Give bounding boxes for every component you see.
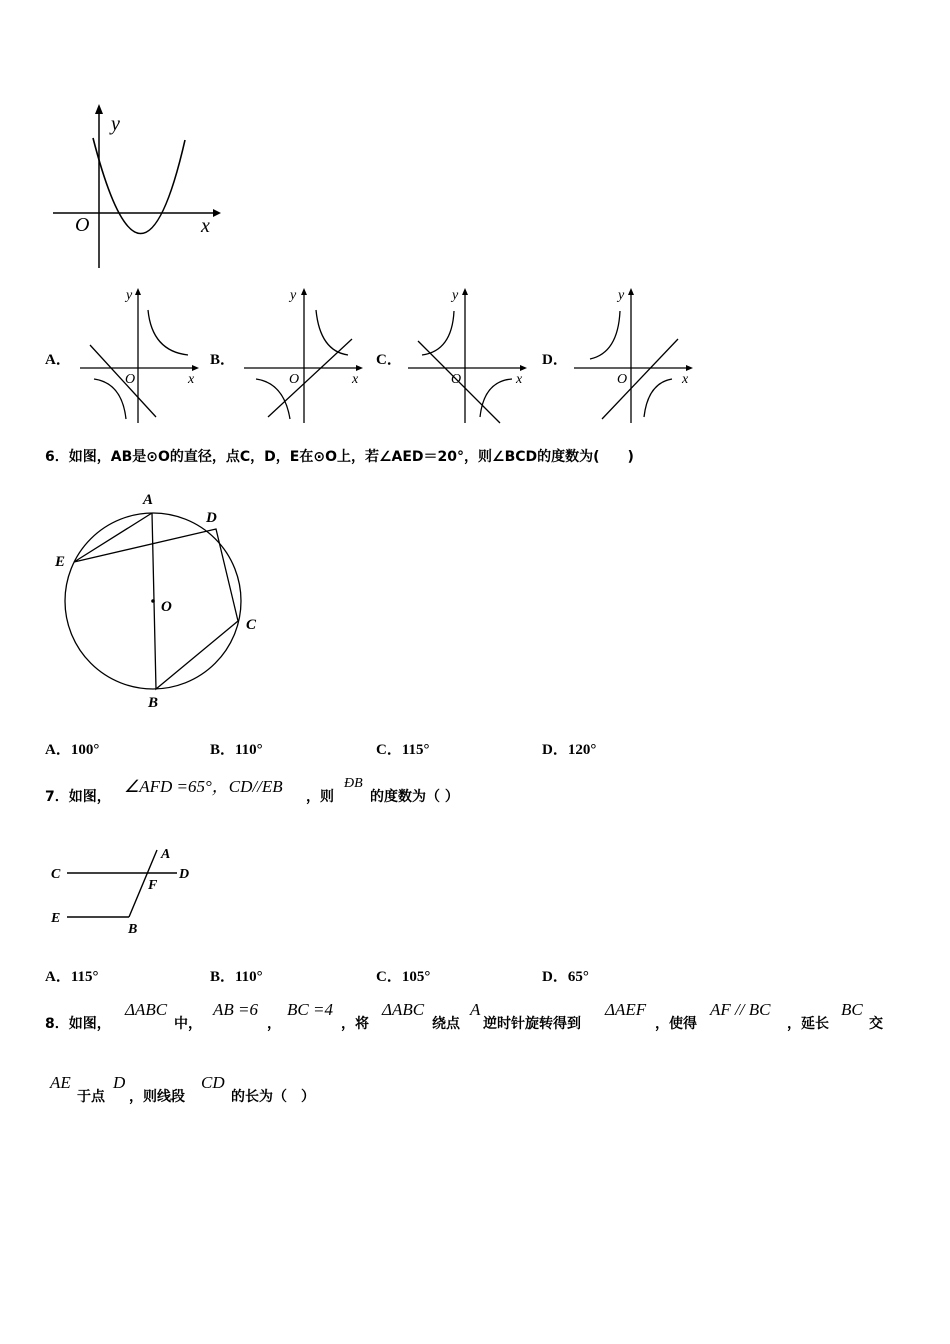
point-d-label: D	[179, 867, 190, 882]
q5-option-c-graph	[402, 283, 542, 425]
q8-text: 逆时针旋转得到	[483, 1016, 581, 1032]
point-c-label: C	[51, 867, 61, 882]
q8-line-2	[45, 1073, 445, 1103]
q8-text: ，	[267, 1016, 281, 1032]
point-f-label: F	[148, 878, 158, 893]
q8-text: 交	[869, 1016, 883, 1032]
q8-math: ΔABC	[125, 1000, 168, 1019]
q6-stem: 6．如图，AB是⊙O的直径，点C，D，E在⊙O上，若∠AED＝20°，则∠BCD的度数为( )	[45, 449, 634, 465]
y-axis-label: y	[126, 288, 133, 303]
q8-math: ΔABC	[382, 1000, 425, 1019]
y-axis-label: y	[111, 113, 120, 135]
q8-math: AE	[50, 1073, 71, 1092]
point-a-label: A	[143, 492, 154, 508]
q8-text: 中，	[174, 1016, 202, 1032]
q8-math: BC	[841, 1000, 863, 1019]
q6-option-c[interactable]: C．115°	[376, 742, 430, 758]
point-d-label: D	[206, 510, 217, 526]
q8-math: D	[113, 1073, 126, 1092]
q8-text: 的长为（ ）	[231, 1089, 315, 1105]
q8-math: AB =6	[213, 1000, 258, 1019]
point-a-label: A	[161, 847, 171, 862]
origin-label: O	[617, 372, 628, 387]
parabola-graph	[45, 100, 225, 275]
q5-option-b-letter: B．	[210, 352, 236, 368]
q8-text: ，延长	[787, 1016, 829, 1032]
q8-math: BC =4	[287, 1000, 333, 1019]
q7-math-condition: ∠AFD =65°，CD//EB	[124, 777, 283, 796]
q5-option-a-letter: A．	[45, 352, 71, 368]
q5-option-b-graph	[238, 283, 378, 425]
origin-label: O	[75, 214, 90, 236]
q8-text: 绕点	[432, 1016, 460, 1032]
q8-line-1	[45, 1000, 905, 1030]
point-b-label: B	[148, 695, 159, 711]
q7-mid: ，则	[306, 789, 334, 805]
y-axis-label: y	[618, 288, 625, 303]
q7-math-angle-b: ÐB	[344, 776, 363, 791]
point-e-label: E	[55, 554, 66, 570]
q6-option-d[interactable]: D．120°	[542, 742, 597, 758]
center-o-label: O	[161, 599, 172, 615]
y-axis-label: y	[290, 288, 297, 303]
q7-suffix: 的度数为（ ）	[370, 789, 459, 805]
x-axis-label: x	[516, 372, 523, 387]
q5-option-a-graph	[72, 283, 212, 425]
q8-math: A	[470, 1000, 481, 1019]
point-e-label: E	[51, 911, 61, 926]
q7-option-d[interactable]: D．65°	[542, 969, 589, 985]
q5-option-d-letter: D．	[542, 352, 568, 368]
q6-circle-figure	[45, 485, 270, 715]
q7-option-a[interactable]: A．115°	[45, 969, 99, 985]
q7-prefix: 7．如图，	[45, 789, 111, 805]
point-c-label: C	[246, 617, 257, 633]
x-axis-label: x	[352, 372, 359, 387]
q8-text: ，将	[341, 1016, 369, 1032]
origin-label: O	[289, 372, 300, 387]
x-axis-label: x	[188, 372, 195, 387]
y-axis-label: y	[452, 288, 459, 303]
point-b-label: B	[128, 922, 138, 937]
q8-math: CD	[201, 1073, 225, 1092]
q8-text: 于点	[77, 1089, 105, 1105]
q8-text: 8．如图，	[45, 1016, 111, 1032]
q5-option-c-letter: C．	[376, 352, 402, 368]
origin-label: O	[451, 372, 462, 387]
q5-option-d-graph	[568, 283, 708, 425]
origin-label: O	[125, 372, 136, 387]
q7-option-b[interactable]: B．110°	[210, 969, 263, 985]
q7-option-c[interactable]: C．105°	[376, 969, 431, 985]
x-axis-label: x	[201, 215, 210, 237]
x-axis-label: x	[682, 372, 689, 387]
q8-text: ，则线段	[129, 1089, 185, 1105]
q6-option-b[interactable]: B．110°	[210, 742, 263, 758]
q8-math: AF // BC	[710, 1000, 771, 1019]
q6-option-a[interactable]: A．100°	[45, 742, 100, 758]
q8-math: ΔAEF	[605, 1000, 647, 1019]
q7-parallel-lines-figure	[45, 840, 205, 940]
q8-text: ，使得	[655, 1016, 697, 1032]
